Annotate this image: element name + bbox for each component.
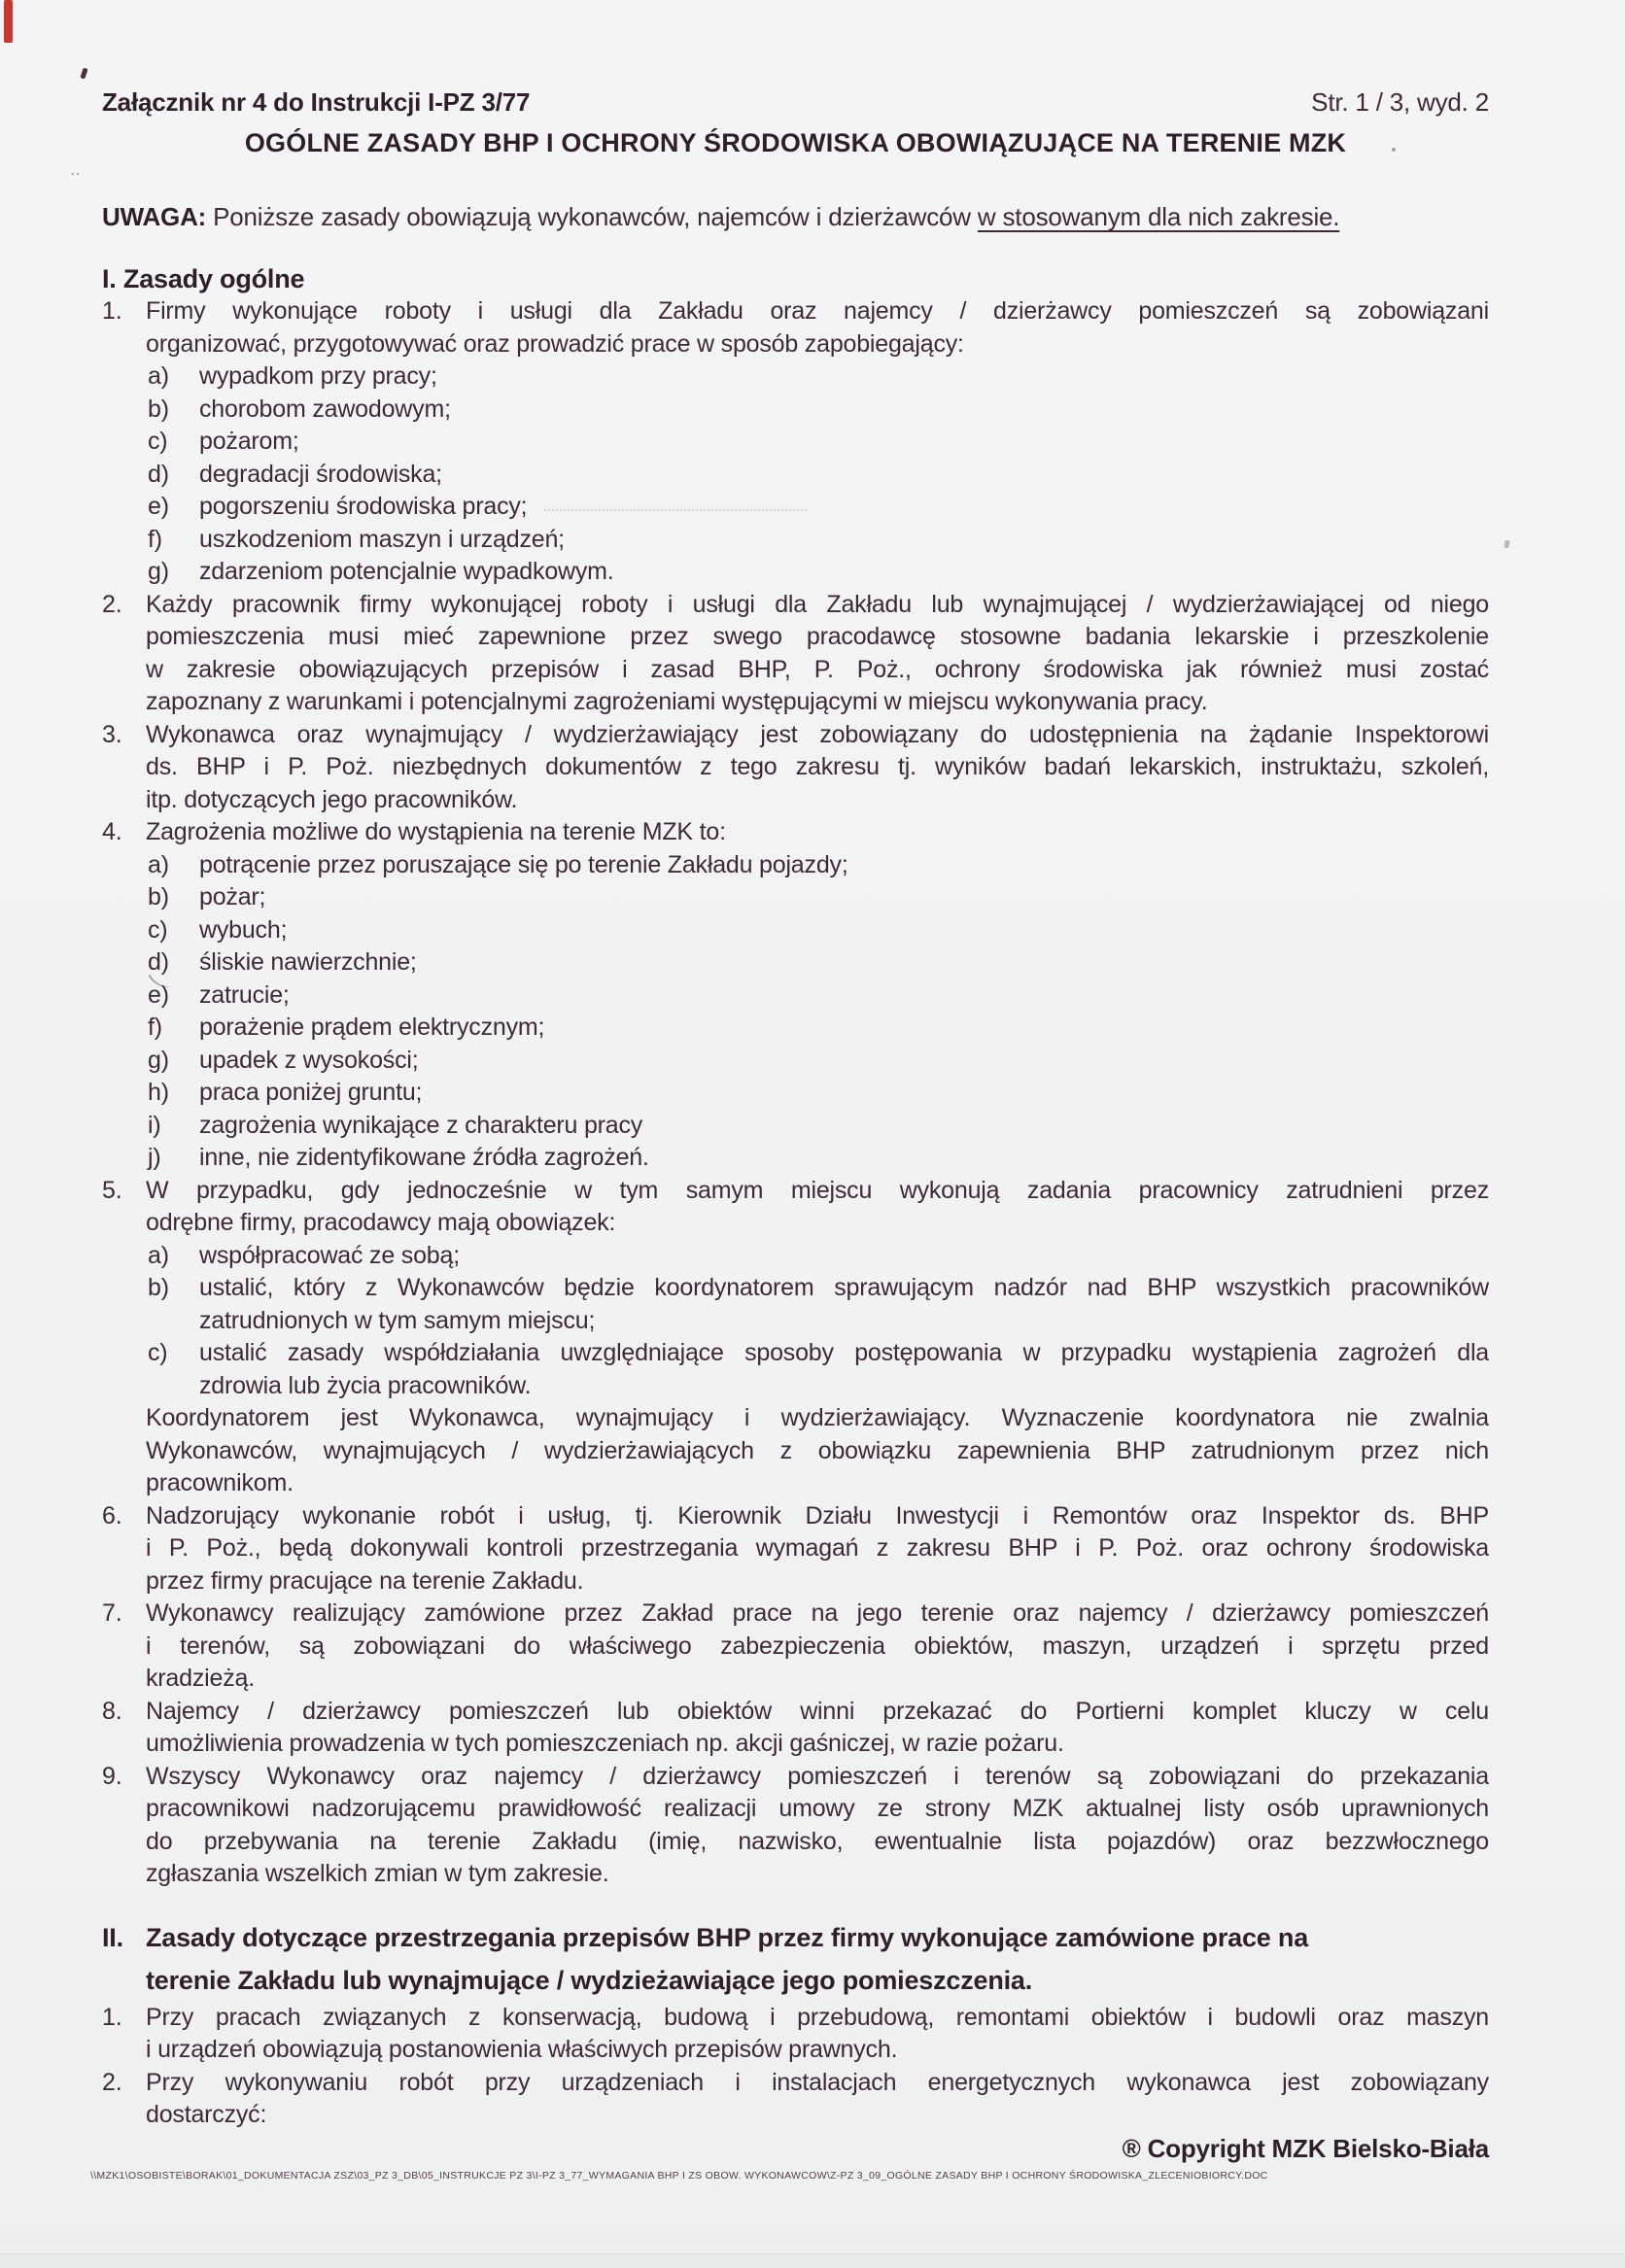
sub-item-label: j) [148,1144,161,1171]
item-number: 6. [102,1501,122,1529]
item-number: 1. [102,2003,122,2031]
notice-text: Poniższe zasady obowiązują wykonawców, najemców i dzierżawców [206,202,978,231]
attachment-ref: Załącznik nr 4 do Instrukcji I-PZ 3/77 [102,87,531,117]
sub-item-e [146,491,1489,524]
section-1-heading: I. Zasady ogólne [102,264,305,293]
list-item-II-2 [102,2067,1489,2132]
sub-item-b [146,1272,1489,1337]
section-heading-text: Zasady dotyczące przestrzegania przepisów BHP przez firmy wykonujące zamówione prace na terenie Zakładu lub wynajmujące / wydzieżawiające jego pomieszczenia. [146,1922,1309,1995]
sub-item-h [146,1077,1489,1110]
copyright-line: ® Copyright MZK Bielsko-Biała [1122,2133,1489,2163]
sub-item-label: g) [148,558,169,585]
sub-item-j [146,1142,1489,1175]
scan-bottom-edge [0,2253,1625,2268]
sub-item-text: ustalić zasady współdziałania uwzględniające sposoby postępowania w przypadku wystąpienia zagrożeń dla zdrowia lub życia pracowników. [199,1339,1489,1399]
sub-item-text: pogorszeniu środowiska pracy; [199,493,528,520]
page-header [102,86,1489,119]
section-2-heading [102,1916,1489,2002]
sub-item-b [146,881,1489,914]
sub-item-text: porażenie prądem elektrycznym; [199,1014,545,1041]
sub-item-e [146,979,1489,1013]
sub-item-a [146,1240,1489,1273]
item-paragraph: W przypadku, gdy jednocześnie w tym samym miejscu wykonują zadania pracownicy zatrudnieni przez odrębne firmy, pracodawcy mają obowiązek: [146,1176,1489,1236]
sub-item-a [146,361,1489,394]
item-number: 2. [102,2068,122,2096]
section-number: II. [102,1922,123,1952]
sub-item-label: b) [148,883,169,911]
item-number: 1. [102,297,122,325]
sub-item-a [146,849,1489,882]
sub-item-text: zagrożenia wynikające z charakteru pracy [199,1111,643,1139]
item-paragraph: Przy pracach związanych z konserwacją, budową i przebudową, remontami obiektów i budowli oraz maszyn i urządzeń obowiązują postanowienia właściwych przepisów prawnych. [146,2003,1489,2063]
list-item-5 [102,1175,1489,1500]
item-number: 4. [102,818,122,845]
sub-item-f [146,524,1489,557]
sub-item-label: c) [148,915,168,944]
sub-item-text: degradacji środowiska; [199,460,442,488]
sub-item-label: a) [148,850,169,878]
page-ref: Str. 1 / 3, wyd. 2 [1311,87,1489,117]
item-paragraph: Wszyscy Wykonawcy oraz najemcy / dzierżawcy pomieszczeń i terenów są zobowiązani do przekazania pracownikowi nadzorującemu prawidłowość realizacji umowy ze strony MZK aktualnej listy osób uprawnionych do przebywania na terenie Zakładu (imię, nazwisko, ewentualnie lista pojazdów) oraz bezzwłocznego zgłaszania wszelkich zmian w tym zakresie. [146,1762,1489,1887]
notice-label: UWAGA: [102,202,207,231]
sub-item-text: pożarom; [199,428,299,455]
sub-item-label: c) [148,1339,168,1366]
file-path: \\MZK1\OSOBISTE\BORAK\01_DOKUMENTACJA ZSZ\03_PZ 3_DB\05_INSTRUKCJE PZ 3\I-PZ 3_77_WYMAGANIA BHP I ZS OBOW. WYKONAWCOW\Z-PZ 3_09_OGÓLNE ZASADY BHP I OCHRONY ŚRODOWISKA_ZLECENIOBIORCY.DOC [90,2170,1268,2182]
item-number: 3. [102,720,122,748]
sub-item-text: potrącenie przez poruszające się po terenie Zakładu pojazdy; [199,850,848,878]
item-paragraph: Wykonawcy realizujący zamówione przez Zakład prace na jego terenie oraz najemcy / dzierżawcy pomieszczeń i terenów, są zobowiązani do właściwego zabezpieczenia obiektów, maszyn, urządzeń i sprzętu przed kradzieżą. [146,1599,1489,1692]
document-title: OGÓLNE ZASADY BHP I OCHRONY ŚRODOWISKA OBOWIĄZUJĄCE NA TERENIE MZK [244,128,1347,157]
scan-speck [1504,540,1510,549]
item-paragraph: Zagrożenia możliwe do wystąpienia na terenie MZK to: [146,818,726,845]
item-number: 9. [102,1762,122,1790]
sub-item-text: współpracować ze sobą; [199,1241,460,1269]
sub-item-label: b) [148,1274,169,1301]
sub-item-label: g) [148,1046,169,1074]
list-item-6 [102,1500,1489,1598]
sub-item-d [146,946,1489,979]
item-number: 7. [102,1599,122,1627]
sub-item-label: e) [148,980,169,1009]
sub-item-text: śliskie nawierzchnie; [199,948,417,976]
sub-item-text: inne, nie zidentyfikowane źródła zagrożeń. [199,1144,649,1171]
list-item-1 [102,295,1489,589]
sub-item-text: zdarzeniom potencjalnie wypadkowym. [199,558,614,585]
list-item-3 [102,719,1489,817]
sub-item-i [146,1110,1489,1143]
item-tail-paragraph: Koordynatorem jest Wykonawca, wynajmujący i wydzierżawiający. Wyznaczenie koordynatora nie zwalnia Wykonawców, wynajmujących / wydzierżawiających z obowiązku zapewnienia BHP zatrudnionym przez nich pracownikom. [146,1404,1489,1496]
sub-item-text: upadek z wysokości; [199,1046,419,1074]
item-paragraph: Nadzorujący wykonanie robót i usług, tj. Kierownik Działu Inwestycji i Remontów oraz Inspektor ds. BHP i P. Poż., będą dokonywali kontroli przestrzegania wymagań z zakresu BHP i P. Poż. oraz ochrony środowiska przez firmy pracujące na terenie Zakładu. [146,1501,1489,1595]
notice-underlined-text: w stosowanym dla nich zakresie. [977,202,1340,231]
sub-item-label: c) [148,428,168,455]
sub-item-label: i) [148,1111,161,1139]
sub-item-c [146,426,1489,459]
item-paragraph: Przy wykonywaniu robót przy urządzeniach i instalacjach energetycznych wykonawca jest zobowiązany dostarczyć: [146,2068,1489,2128]
item-paragraph: Firmy wykonujące roboty i usługi dla Zakładu oraz najemcy / dzierżawcy pomieszczeń są zobowiązani organizować, przygotowywać oraz prowadzić prace w sposób zapobiegający: [146,297,1489,358]
notice [102,200,1489,233]
sub-item-label: e) [148,493,169,520]
sub-item-label: d) [148,460,169,488]
document-content [102,86,1489,2165]
sub-item-d [146,459,1489,492]
sub-item-text: pożar; [199,883,266,911]
sub-item-text: zatrucie; [199,980,290,1009]
sub-item-label: a) [148,1241,169,1269]
scan-speck [72,171,79,175]
sub-item-text: wybuch; [199,915,288,944]
sub-item-label: f) [148,525,162,553]
sub-item-label: f) [148,1014,162,1041]
scan-speck [80,67,87,79]
scan-red-edge-mark [4,0,13,43]
sub-item-g [146,1045,1489,1078]
sub-item-text: ustalić, który z Wykonawców będzie koordynatorem sprawującym nadzór nad BHP wszystkich pracowników zatrudnionych w tym samym miejscu; [199,1274,1489,1334]
list-item-8 [102,1696,1489,1761]
sub-item-text: uszkodzeniom maszyn i urządzeń; [199,525,565,553]
list-item-7 [102,1598,1489,1696]
sub-item-text: chorobom zawodowym; [199,395,451,423]
list-item-4 [102,816,1489,1175]
sub-item-label: h) [148,1079,169,1106]
sub-item-c [146,1337,1489,1402]
sub-item-label: a) [148,362,169,390]
item-paragraph: Każdy pracownik firmy wykonującej roboty i usługi dla Zakładu lub wynajmującej / wydzierżawiającej od niego pomieszczenia musi mieć zapewnione przez swego pracodawcę stosowne badania lekarskie i przeszkolenie w zakresie obowiązujących przepisów i zasad BHP, P. Poż., ochrony środowiska jak również musi zostać zapoznany z warunkami i potencjalnymi zagrożeniami występującymi w miejscu wykonywania pracy. [146,590,1489,715]
sub-item-g [146,556,1489,589]
sub-item-f [146,1012,1489,1045]
item-number: 8. [102,1697,122,1725]
item-paragraph: Najemcy / dzierżawcy pomieszczeń lub obiektów winni przekazać do Portierni komplet kluczy w celu umożliwienia prowadzenia w tych pomieszczeniach np. akcji gaśniczej, w razie pożaru. [146,1697,1489,1757]
list-item-9 [102,1761,1489,1891]
sub-item-label: d) [148,948,169,976]
sub-item-c [146,914,1489,947]
item-number: 2. [102,590,122,618]
item-paragraph: Wykonawca oraz wynajmujący / wydzierżawiający jest zobowiązany do udostępnienia na żądanie Inspektorowi ds. BHP i P. Poż. niezbędnych dokumentów z tego zakresu tj. wyników badań lekarskich, instruktażu, szkoleń, itp. dotyczących jego pracowników. [146,720,1489,813]
sub-item-b [146,394,1489,427]
sub-item-text: praca poniżej gruntu; [199,1079,423,1106]
sub-item-label: b) [148,395,169,423]
sub-item-text: wypadkom przy pracy; [199,362,437,390]
list-item-II-1 [102,2002,1489,2067]
list-item-2 [102,589,1489,719]
item-number: 5. [102,1176,122,1204]
